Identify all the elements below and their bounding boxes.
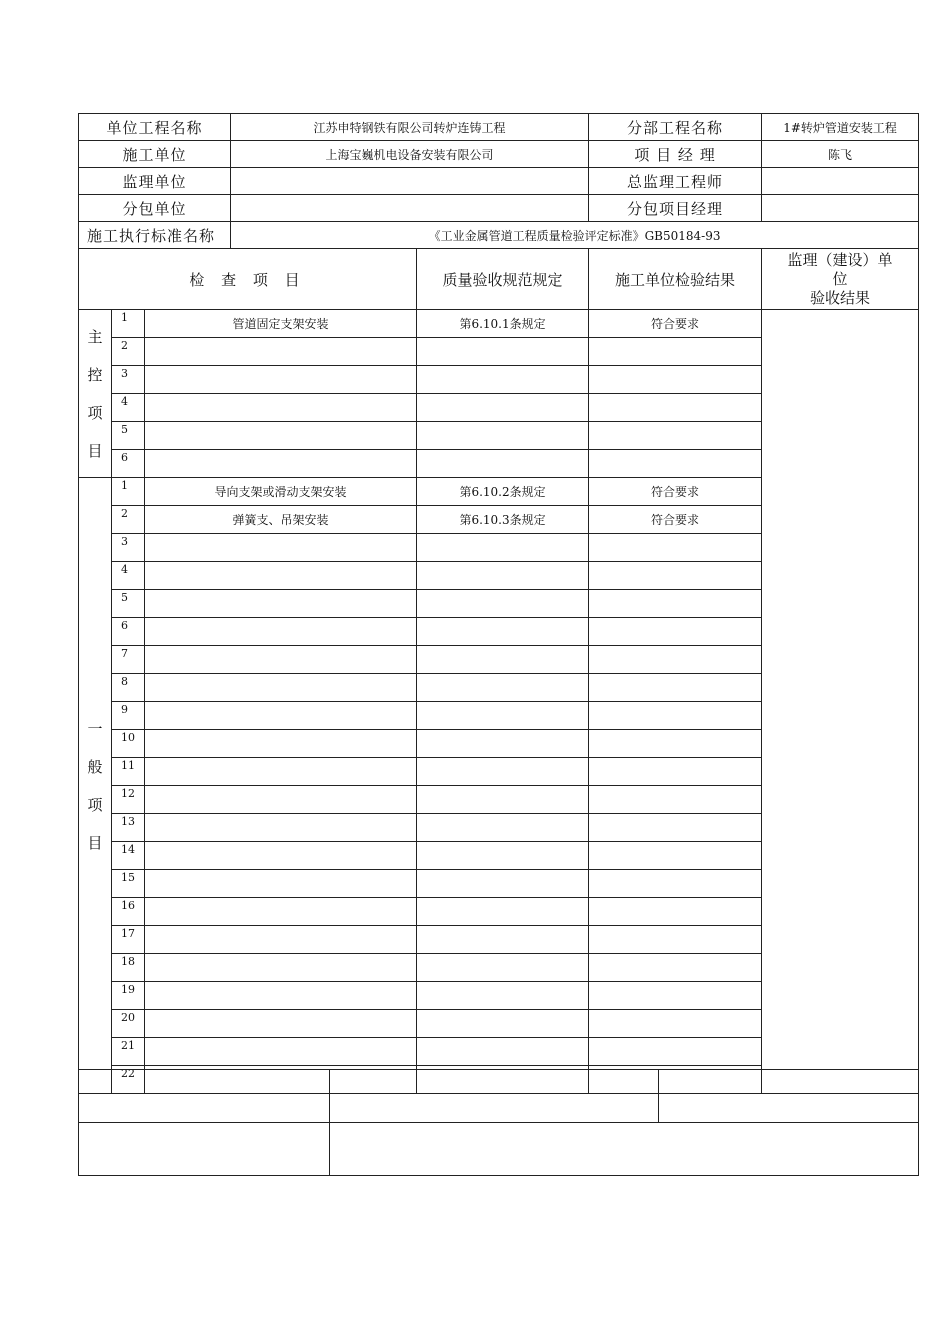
eval-label (79, 1070, 330, 1123)
main-items-category-char: 控 (87, 365, 103, 384)
inspection-table (78, 113, 919, 1094)
column-header-row (79, 249, 919, 310)
row-result (589, 870, 762, 898)
row-result (589, 1010, 762, 1038)
row-item (145, 422, 417, 450)
tech-lead-cell (330, 1070, 659, 1123)
supervisor-value (231, 168, 589, 195)
chief-engineer-label: 总监理工程师 (589, 168, 762, 195)
conclusion-label (79, 1123, 330, 1176)
engineer-cell (330, 1123, 919, 1176)
row-number: 6 (112, 450, 145, 478)
row-item (145, 898, 417, 926)
row-spec (417, 758, 589, 786)
row-spec (417, 814, 589, 842)
row-spec (417, 534, 589, 562)
col-spec-header: 质量验收规范规定 (417, 249, 589, 310)
row-number: 21 (112, 1038, 145, 1066)
inspector-date (811, 1100, 897, 1114)
row-spec (417, 926, 589, 954)
row-result (589, 1038, 762, 1066)
row-number: 17 (112, 926, 145, 954)
row-spec (417, 674, 589, 702)
row-spec (417, 1038, 589, 1066)
row-result (589, 534, 762, 562)
supervision-header-line-3: 验收结果 (810, 288, 871, 307)
row-item (145, 982, 417, 1010)
row-number: 4 (112, 562, 145, 590)
row-number: 3 (112, 366, 145, 394)
row-item (145, 758, 417, 786)
header-row-3 (79, 168, 919, 195)
row-spec (417, 338, 589, 366)
inspection-form (78, 113, 918, 1094)
main-items-category (79, 310, 112, 478)
row-number: 22 (112, 1066, 145, 1094)
row-item: 弹簧支、吊架安装 (145, 506, 417, 534)
row-number: 8 (112, 674, 145, 702)
row-result (589, 926, 762, 954)
row-item (145, 842, 417, 870)
supervision-header-line-1: 监理（建设）单 (787, 250, 893, 269)
row-item (145, 730, 417, 758)
sub-pm-label: 分包项目经理 (589, 195, 762, 222)
general-items-category-char: 目 (87, 833, 103, 852)
row-number: 9 (112, 702, 145, 730)
engineer-date (804, 1153, 896, 1167)
supervision-header-line-2: 位 (832, 269, 848, 288)
row-result (589, 954, 762, 982)
row-result (589, 422, 762, 450)
sub-project-value: 1#转炉管道安装工程 (762, 114, 919, 141)
row-result: 符合要求 (589, 478, 762, 506)
row-result (589, 590, 762, 618)
row-spec (417, 842, 589, 870)
general-items-category-char: 项 (87, 795, 103, 814)
tech-lead-date (516, 1100, 612, 1114)
row-item (145, 954, 417, 982)
contractor-value: 上海宝巍机电设备安装有限公司 (231, 141, 589, 168)
row-number: 1 (112, 310, 145, 338)
main-items-category-char: 主 (87, 327, 103, 346)
eval-row (79, 1070, 919, 1123)
row-result (589, 786, 762, 814)
row-item (145, 1038, 417, 1066)
row-item (145, 702, 417, 730)
row-item (145, 674, 417, 702)
row-item (145, 926, 417, 954)
chief-engineer-value (762, 168, 919, 195)
standard-row (79, 222, 919, 249)
row-spec (417, 618, 589, 646)
row-spec (417, 786, 589, 814)
row-spec (417, 394, 589, 422)
row-spec (417, 870, 589, 898)
row-spec: 第6.10.1条规定 (417, 310, 589, 338)
row-result (589, 898, 762, 926)
row-result (589, 450, 762, 478)
row-item (145, 338, 417, 366)
row-number: 2 (112, 506, 145, 534)
header-row-2 (79, 141, 919, 168)
footer-section (78, 1069, 918, 1176)
main-items-category-char: 项 (87, 403, 103, 422)
row-spec: 第6.10.2条规定 (417, 478, 589, 506)
row-number: 6 (112, 618, 145, 646)
row-item: 管道固定支架安装 (145, 310, 417, 338)
subcontractor-label: 分包单位 (79, 195, 231, 222)
row-result (589, 366, 762, 394)
row-spec (417, 702, 589, 730)
row-result: 符合要求 (589, 310, 762, 338)
row-spec (417, 646, 589, 674)
row-number: 2 (112, 338, 145, 366)
unit-project-value: 江苏申特钢铁有限公司转炉连铸工程 (231, 114, 589, 141)
row-spec (417, 422, 589, 450)
row-number: 13 (112, 814, 145, 842)
row-result (589, 338, 762, 366)
row-spec (417, 450, 589, 478)
row-result (589, 394, 762, 422)
row-number: 20 (112, 1010, 145, 1038)
sub-pm-value (762, 195, 919, 222)
row-item (145, 870, 417, 898)
row-item (145, 590, 417, 618)
header-row-4 (79, 195, 919, 222)
inspector-cell (659, 1070, 919, 1123)
contractor-label: 施工单位 (79, 141, 231, 168)
row-item (145, 366, 417, 394)
row-item (145, 1010, 417, 1038)
row-number: 18 (112, 954, 145, 982)
supervision-result-cell (762, 310, 919, 1094)
main-items-category-char: 目 (87, 441, 103, 460)
row-item (145, 814, 417, 842)
row-item (145, 394, 417, 422)
row-item: 导向支架或滑动支架安装 (145, 478, 417, 506)
row-number: 15 (112, 870, 145, 898)
row-item (145, 450, 417, 478)
general-items-category-char: 般 (87, 757, 103, 776)
row-item (145, 562, 417, 590)
row-result (589, 814, 762, 842)
row-result: 符合要求 (589, 506, 762, 534)
row-spec: 第6.10.3条规定 (417, 506, 589, 534)
row-result (589, 674, 762, 702)
pm-value: 陈飞 (762, 141, 919, 168)
row-number: 4 (112, 394, 145, 422)
row-spec (417, 982, 589, 1010)
row-number: 3 (112, 534, 145, 562)
row-spec (417, 898, 589, 926)
row-result (589, 730, 762, 758)
general-items-category (79, 478, 112, 1094)
col-result-header: 施工单位检验结果 (589, 249, 762, 310)
row-spec (417, 562, 589, 590)
row-result (589, 982, 762, 1010)
unit-project-label: 单位工程名称 (79, 114, 231, 141)
row-number: 5 (112, 590, 145, 618)
row-number: 7 (112, 646, 145, 674)
col-supervision-header (762, 249, 919, 310)
sub-project-label: 分部工程名称 (589, 114, 762, 141)
standard-value: 《工业金属管道工程质量检验评定标准》GB50184-93 (231, 222, 919, 249)
conclusion-row (79, 1123, 919, 1176)
row-number: 16 (112, 898, 145, 926)
row-number: 1 (112, 478, 145, 506)
row-item (145, 534, 417, 562)
footer-table (78, 1069, 919, 1176)
row-number: 12 (112, 786, 145, 814)
row-number: 5 (112, 422, 145, 450)
row-result (589, 562, 762, 590)
row-result (589, 646, 762, 674)
row-spec (417, 590, 589, 618)
main-items-row (79, 310, 919, 338)
row-number: 14 (112, 842, 145, 870)
row-result (589, 618, 762, 646)
row-number: 19 (112, 982, 145, 1010)
row-result (589, 702, 762, 730)
standard-label: 施工执行标准名称 (79, 222, 231, 249)
row-item (145, 646, 417, 674)
row-number: 10 (112, 730, 145, 758)
row-item (145, 618, 417, 646)
row-result (589, 842, 762, 870)
row-number: 11 (112, 758, 145, 786)
row-result (589, 758, 762, 786)
general-items-category-char: 一 (87, 719, 103, 738)
row-spec (417, 366, 589, 394)
supervisor-label: 监理单位 (79, 168, 231, 195)
row-item (145, 786, 417, 814)
row-spec (417, 730, 589, 758)
pm-label: 项 目 经 理 (589, 141, 762, 168)
row-spec (417, 1010, 589, 1038)
row-spec (417, 954, 589, 982)
header-row-1 (79, 114, 919, 141)
subcontractor-value (231, 195, 589, 222)
col-item-header: 检 查 项 目 (79, 249, 417, 310)
